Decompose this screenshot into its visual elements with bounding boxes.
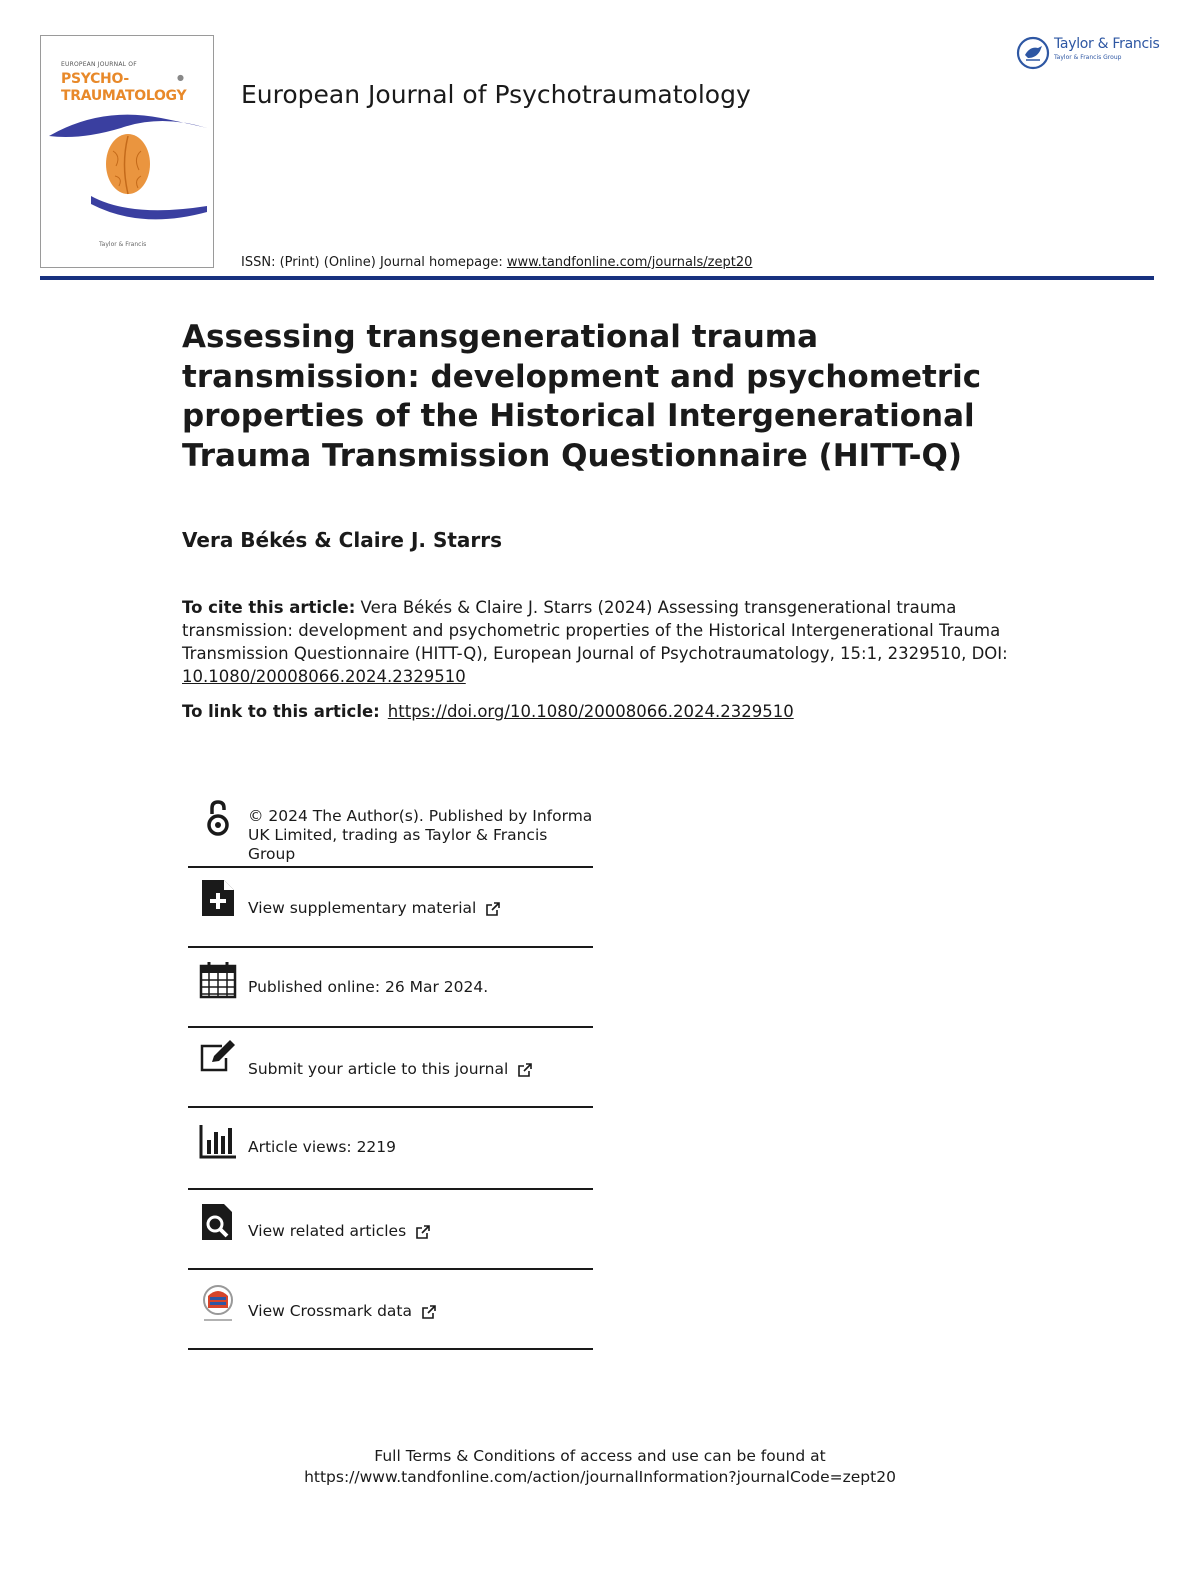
crossmark-label: View Crossmark data (248, 1302, 412, 1320)
edit-icon (198, 1038, 238, 1078)
external-link-icon (485, 901, 501, 917)
article-authors: Vera Békés & Claire J. Starrs (182, 528, 503, 552)
external-link-icon (415, 1224, 431, 1240)
article-link-line (182, 702, 794, 721)
cover-publisher-label: Taylor & Francis (99, 241, 147, 248)
cover-mark-icon: ● (177, 73, 184, 82)
doi-link[interactable]: 10.1080/20008066.2024.2329510 (182, 667, 466, 686)
bar-chart-icon (198, 1122, 238, 1162)
issn-line (241, 255, 752, 270)
submit-row[interactable] (188, 1028, 593, 1108)
header-divider (40, 276, 1154, 280)
taylor-francis-logo[interactable] (1016, 36, 1166, 70)
article-title: Assessing transgenerational trauma transmission: development and psychometric properties of the Historical Intergenerational Trauma Transmission Questionnaire (HITT-Q) (182, 319, 982, 474)
cover-title-line1: PSYCHO- (61, 71, 129, 87)
terms-footer (0, 1446, 1200, 1488)
crossmark-link[interactable] (248, 1302, 437, 1321)
article-url-link[interactable]: https://doi.org/10.1080/20008066.2024.2329510 (387, 702, 794, 721)
article-views: Article views: 2219 (248, 1138, 397, 1156)
brain-eye-illustration (41, 106, 213, 226)
published-row (188, 948, 593, 1028)
cite-label: To cite this article: (182, 598, 356, 617)
search-document-icon (198, 1202, 238, 1242)
crossmark-row[interactable] (188, 1270, 593, 1350)
logo-subtitle: Taylor & Francis Group (1054, 54, 1122, 61)
related-row[interactable] (188, 1190, 593, 1270)
calendar-icon (198, 960, 238, 1000)
submit-label: Submit your article to this journal (248, 1060, 509, 1078)
open-access-row (188, 790, 593, 868)
submit-link[interactable] (248, 1060, 533, 1079)
open-access-icon (198, 798, 238, 838)
external-link-icon (421, 1304, 437, 1320)
citation-block (182, 596, 1022, 688)
journal-title: European Journal of Psychotraumatology (241, 80, 751, 109)
related-label: View related articles (248, 1222, 407, 1240)
logo-name: Taylor & Francis (1054, 36, 1160, 52)
cite-text: Vera Békés & Claire J. Starrs (2024) Assessing transgenerational trauma transmission: development and psychometric properties of the Historical Intergenerational Trauma Transmission Questionnaire (HITT-Q), European Journal of Psychotraumatology, 15:1, 2329510, DOI: (182, 598, 1008, 663)
published-date: Published online: 26 Mar 2024. (248, 978, 489, 996)
supplementary-row[interactable] (188, 868, 593, 948)
supplementary-label: View supplementary material (248, 899, 477, 917)
crossmark-icon (198, 1284, 238, 1324)
footer-line1: Full Terms & Conditions of access and use can be found at (374, 1447, 826, 1465)
cover-series-label: EUROPEAN JOURNAL OF (61, 61, 137, 68)
cover-title-line2: TRAUMATOLOGY (61, 88, 187, 104)
views-row (188, 1108, 593, 1190)
supplementary-link[interactable] (248, 899, 501, 918)
taylor-francis-icon (1016, 36, 1050, 70)
journal-homepage-link[interactable]: www.tandfonline.com/journals/zept20 (506, 255, 753, 270)
journal-cover-image (40, 35, 214, 268)
issn-text: ISSN: (Print) (Online) Journal homepage: (241, 255, 507, 270)
file-plus-icon (198, 878, 238, 918)
external-link-icon (517, 1062, 533, 1078)
open-access-text: © 2024 The Author(s). Published by Informa UK Limited, trading as Taylor & Francis Group (248, 807, 593, 863)
related-link[interactable] (248, 1222, 431, 1241)
footer-url[interactable]: https://www.tandfonline.com/action/journalInformation?journalCode=zept20 (304, 1468, 896, 1486)
link-label: To link to this article: (182, 702, 380, 721)
